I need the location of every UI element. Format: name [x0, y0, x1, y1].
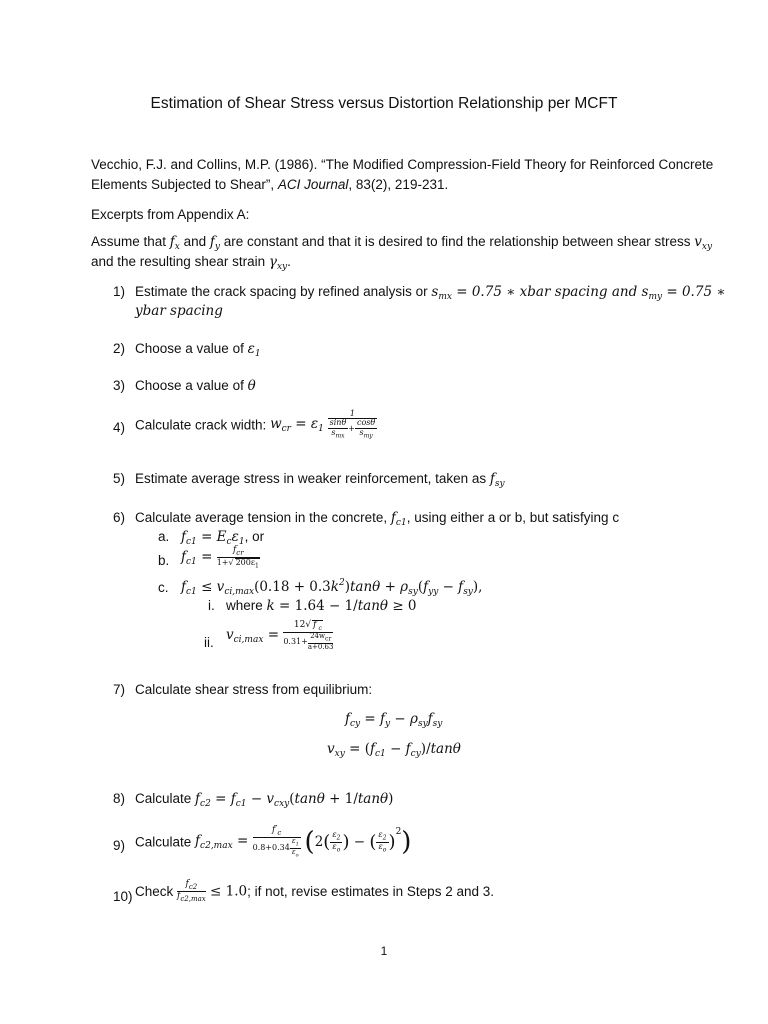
step-text: Choose a value of	[135, 341, 248, 356]
step-6-c	[181, 578, 482, 597]
step-1-continuation: ybar spacing	[135, 303, 223, 319]
journal-name: ACI Journal	[277, 177, 349, 192]
math-expression: = 0.75 ∗	[662, 284, 726, 300]
math-vxy: $v_{xy}$	[694, 234, 713, 252]
step-7: Calculate shear stress from equilibrium:	[135, 682, 373, 697]
step-6-a-label: a.	[158, 529, 170, 544]
step-number: 5)	[113, 471, 126, 486]
math-fraction: $\frac{f_{cr}}{1+√ 200\varepsilon_1}$	[216, 545, 259, 570]
math-crack-width: $w_{cr} = \varepsilon_1$	[270, 415, 324, 434]
intro-text: and	[179, 234, 210, 249]
step-number: 9)	[113, 838, 126, 853]
math-smx: $s_{mx}$	[431, 284, 452, 302]
step-9: Calculate $f_{c2,max}$ = $f'_c$ 0.8+0.34 $\frac{\varepsilon_1}{\varepsilon_o}$ (2( $\frac{\varepsilon_2}{\varepsilon_o}$ ) − ( $\frac{\varepsilon_2}{\varepsilon_o}$ )$^2$)	[135, 825, 412, 859]
math-expression: $f_{c1} \le v_{ci,max}(0.18 + 0.3k^2)\tan\theta + \rho_{sy}(f_{yy} - f_{sy})$,	[181, 578, 483, 597]
math-eps1: $\varepsilon_1$	[247, 341, 261, 359]
math-fraction: $f'_c$ 0.8+0.34 $\frac{\varepsilon_1}{\varepsilon_o}$	[252, 825, 299, 859]
math-fy: $f_y$	[209, 234, 220, 252]
math-fraction: 12√ $f'_c$ 0.31+ $\frac{24w_{cr}}{a+0.63}$	[283, 620, 334, 651]
step-number: 7)	[113, 682, 126, 697]
citation-text: Elements Subjected to Shear”,	[91, 177, 278, 192]
step-6-c-label: c.	[158, 580, 169, 595]
page-title: Estimation of Shear Stress versus Distortion Relationship per MCFT	[150, 95, 618, 112]
math-expression: $f_{c2,max}$ =	[195, 833, 249, 852]
step-text: , using either a or b, but satisfying c	[406, 510, 620, 525]
intro-text: .	[287, 254, 291, 269]
step-5	[135, 471, 505, 489]
step-4	[135, 410, 377, 440]
step-number: 4)	[113, 420, 126, 435]
math-expression: $v_{ci,max}$ =	[226, 626, 280, 645]
math-expression: $f_{c2} = f_{c1} - v_{cxy}(\tan\theta + 1/\tan\theta)$	[195, 791, 394, 809]
step-text: Check	[135, 884, 178, 900]
step-text: Calculate average tension in the concrete,	[135, 510, 391, 525]
step-6-c-i	[226, 598, 417, 614]
equation-vxy: $v_{xy} = (f_{c1} - f_{cy})/\tan\theta$	[327, 741, 461, 759]
step-text: Calculate crack width:	[135, 417, 271, 433]
math-fsy: $f_{sy}$	[489, 471, 505, 489]
math-theta: θ	[247, 378, 256, 394]
step-number: 10)	[113, 889, 133, 904]
step-text: where	[226, 598, 267, 613]
equation-fcy: $f_{cy} = f_y - \rho_{sy}f_{sy}$	[345, 711, 443, 729]
math-fraction: $\frac{f_{c2}}{f_{c2,max}}$	[177, 879, 206, 903]
step-6-b	[181, 546, 260, 570]
step-6-a	[181, 529, 264, 547]
step-10: Check $\frac{f_{c2}}{f_{c2,max}}$ ≤ 1.0; if not, revise estimates in Steps 2 and 3.	[135, 879, 494, 903]
intro-text: are constant and that it is desired to find the relationship between shear stress	[220, 234, 695, 249]
math-fx: $f_x$	[169, 234, 180, 252]
excerpts-heading: Excerpts from Appendix A:	[91, 207, 250, 222]
step-6-b-label: b.	[158, 553, 170, 568]
step-number: 6)	[113, 510, 126, 525]
step-6	[135, 510, 619, 528]
step-number: 2)	[113, 341, 126, 356]
intro-text: Assume that	[91, 234, 170, 249]
step-number: 8)	[113, 791, 126, 806]
step-8	[135, 791, 393, 809]
math-fc1: $f_{c1}$	[390, 510, 407, 528]
step-6-c-ii	[226, 620, 333, 651]
step-3	[135, 378, 256, 394]
math-smy: $s_{my}$	[641, 284, 663, 302]
math-expression: $f_{c1} = E_c\varepsilon_1$	[181, 529, 245, 547]
step-text: Calculate	[135, 791, 196, 806]
step-1	[135, 284, 726, 302]
step-text: , or	[244, 529, 265, 544]
intro-text: and the resulting shear strain	[91, 254, 269, 269]
math-gamma-xy: $\gamma_{xy}$	[268, 254, 288, 272]
math-expression: k = 1.64 − 1/tanθ ≥ 0	[266, 598, 417, 614]
step-number: 1)	[113, 284, 126, 299]
math-expression: $f_{c1}$ =	[181, 549, 213, 568]
step-6-c-i-label: i.	[208, 598, 215, 613]
step-text: Choose a value of	[135, 378, 248, 393]
step-text: Estimate the crack spacing by refined analysis or	[135, 284, 432, 299]
page-number: 1	[380, 944, 388, 958]
step-2	[135, 341, 261, 359]
step-text: Estimate average stress in weaker reinforcement, taken as	[135, 471, 490, 486]
citation-volume: , 83(2), 219-231.	[348, 177, 449, 192]
citation-line-2	[91, 177, 448, 192]
step-text: and	[607, 284, 642, 300]
citation-line-1: Vecchio, F.J. and Collins, M.P. (1986). “The Modified Compression-Field Theory for Reinforced Concrete	[91, 157, 714, 172]
step-text: Calculate	[135, 834, 196, 850]
intro-line-2	[91, 254, 291, 272]
step-number: 3)	[113, 378, 126, 393]
intro-line-1	[91, 234, 712, 252]
math-fraction: 1 $\frac{\sin\theta}{s_{mx}}$ + $\frac{\cos\theta}{s_{my}}$	[329, 409, 376, 440]
step-6-c-ii-label: ii.	[204, 635, 214, 650]
step-text: ; if not, revise estimates in Steps 2 and 3.	[247, 884, 494, 900]
math-expression: = 0.75 ∗ xbar spacing	[451, 284, 608, 300]
